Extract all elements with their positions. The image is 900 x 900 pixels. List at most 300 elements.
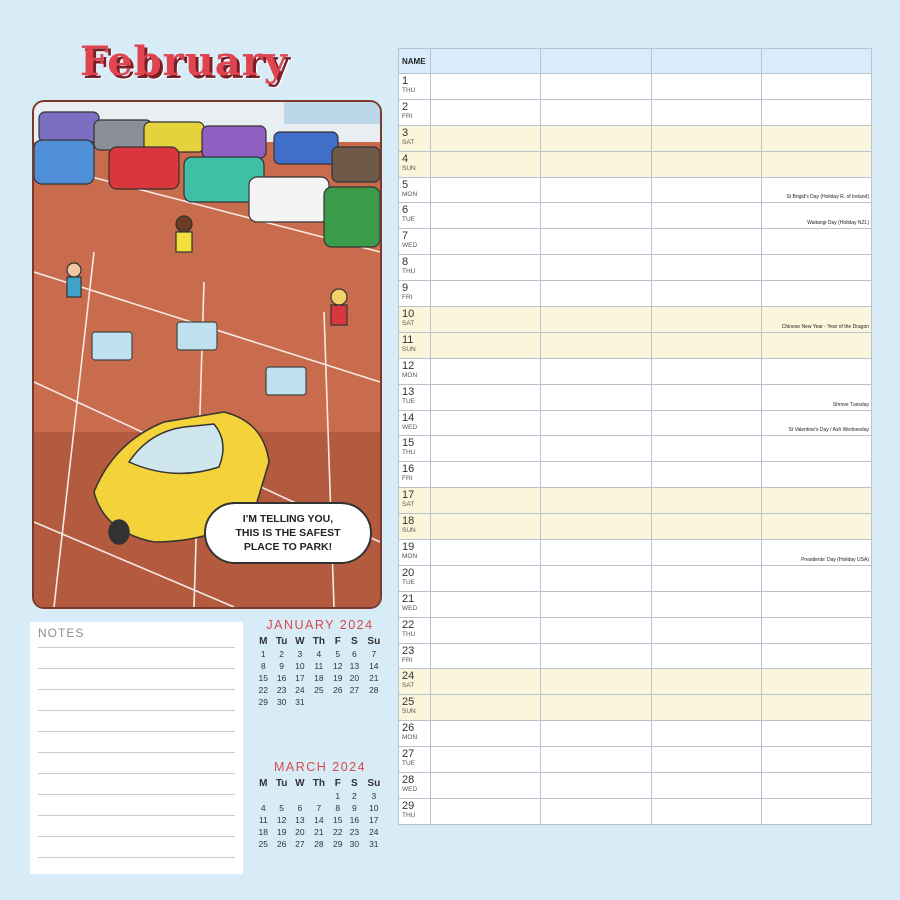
entry-cell[interactable] (541, 462, 651, 488)
entry-cell[interactable] (651, 540, 761, 566)
entry-cell[interactable] (761, 125, 871, 151)
day-row (399, 281, 872, 307)
entry-cell[interactable] (651, 203, 761, 229)
notes-line (38, 731, 235, 732)
speech-line-2: THIS IS THE SAFEST (235, 527, 341, 539)
entry-cell[interactable] (541, 488, 651, 514)
entry-cell[interactable] (761, 514, 871, 540)
entry-cell[interactable] (431, 721, 541, 747)
entry-cell[interactable] (651, 436, 761, 462)
name-column-cell[interactable] (651, 49, 761, 74)
calendar-date: 25 (258, 839, 268, 849)
entry-cell[interactable] (761, 747, 871, 773)
day-label (399, 203, 431, 229)
entry-cell[interactable] (761, 773, 871, 799)
entry-cell[interactable] (761, 410, 871, 436)
week-row (255, 826, 385, 838)
day-row (399, 203, 872, 229)
entry-cell[interactable] (651, 721, 761, 747)
entry-cell[interactable] (431, 669, 541, 695)
day-label (399, 540, 431, 566)
notes-line (38, 752, 235, 753)
holiday-label: Waitangi Day (Holiday NZL) (807, 220, 869, 227)
entry-cell[interactable] (761, 695, 871, 721)
cartoon-illustration (32, 100, 382, 609)
entry-cell[interactable] (651, 151, 761, 177)
weekday-header: F (334, 636, 341, 647)
day-of-week: SUN (402, 345, 416, 353)
entry-cell[interactable] (651, 591, 761, 617)
entry-cell[interactable] (761, 565, 871, 591)
week-row (255, 696, 385, 708)
day-row (399, 332, 872, 358)
entry-cell[interactable] (761, 669, 871, 695)
calendar-date: 1 (260, 649, 266, 659)
entry-cell[interactable] (651, 565, 761, 591)
weekday-header: W (295, 778, 305, 789)
calendar-date (330, 696, 347, 708)
notes-line (38, 857, 235, 858)
weekday-header: Su (367, 778, 381, 789)
name-column-cell[interactable] (761, 49, 871, 74)
calendar-date: 17 (369, 815, 379, 825)
day-row (399, 695, 872, 721)
entry-cell[interactable] (761, 177, 871, 203)
entry-cell[interactable] (431, 488, 541, 514)
entry-cell[interactable] (651, 462, 761, 488)
day-of-week: THU (402, 630, 416, 638)
notes-panel[interactable] (30, 622, 243, 874)
calendar-date: 8 (260, 661, 266, 671)
entry-cell[interactable] (651, 410, 761, 436)
day-of-week: MON (402, 734, 418, 742)
entry-cell[interactable] (541, 125, 651, 151)
day-number: 17 (402, 489, 415, 502)
entry-cell[interactable] (431, 643, 541, 669)
name-header: NAME (399, 49, 431, 74)
day-row (399, 721, 872, 747)
entry-cell[interactable] (541, 721, 651, 747)
day-of-week: FRI (402, 656, 413, 664)
notes-line (38, 794, 235, 795)
calendar-date: 12 (276, 815, 287, 825)
entry-cell[interactable] (651, 281, 761, 307)
january-mini-calendar (255, 618, 385, 708)
entry-cell[interactable] (541, 591, 651, 617)
entry-cell[interactable] (541, 229, 651, 255)
entry-cell[interactable] (431, 540, 541, 566)
day-label (399, 462, 431, 488)
day-of-week: THU (402, 268, 416, 276)
day-label (399, 591, 431, 617)
holiday-label: Shrove Tuesday (832, 401, 869, 408)
entry-cell[interactable] (431, 203, 541, 229)
day-number: 22 (402, 618, 415, 631)
calendar-date: 31 (295, 697, 305, 707)
entry-cell[interactable] (431, 462, 541, 488)
calendar-date: 5 (279, 803, 284, 813)
day-label (399, 488, 431, 514)
calendar-date: 14 (369, 661, 379, 671)
holiday-label: St Brigid's Day (Holiday R. of Ireland) (786, 194, 869, 201)
entry-cell[interactable] (651, 695, 761, 721)
day-number: 25 (402, 696, 415, 709)
entry-cell[interactable] (761, 436, 871, 462)
entry-cell[interactable] (431, 307, 541, 333)
day-of-week: SAT (402, 320, 415, 328)
calendar-date: 4 (316, 649, 322, 659)
day-of-week: MON (402, 190, 418, 198)
day-label (399, 255, 431, 281)
entry-cell[interactable] (431, 332, 541, 358)
calendar-date: 16 (349, 815, 360, 825)
entry-cell[interactable] (541, 695, 651, 721)
week-row (255, 684, 385, 696)
entry-cell[interactable] (651, 643, 761, 669)
holiday-label: St Valentine's Day / Ash Wednesday (788, 427, 869, 434)
entry-cell[interactable] (651, 488, 761, 514)
day-of-week: THU (402, 87, 416, 94)
calendar-date: 5 (335, 649, 341, 659)
day-number: 1 (402, 75, 409, 87)
entry-cell[interactable] (651, 514, 761, 540)
day-number: 24 (402, 670, 415, 683)
calendar-date: 23 (349, 827, 360, 837)
entry-cell[interactable] (541, 74, 651, 100)
entry-cell[interactable] (431, 565, 541, 591)
day-of-week: SAT (402, 682, 415, 690)
entry-cell[interactable] (651, 669, 761, 695)
entry-cell[interactable] (761, 99, 871, 125)
entry-cell[interactable] (761, 462, 871, 488)
day-row (399, 151, 872, 177)
month-title: February (80, 38, 289, 85)
day-of-week: TUE (402, 760, 415, 768)
entry-cell[interactable] (431, 125, 541, 151)
calendar-date: 27 (295, 839, 305, 849)
day-label (399, 74, 431, 100)
calendar-date: 21 (369, 673, 379, 683)
day-label (399, 151, 431, 177)
day-row (399, 436, 872, 462)
calendar-date: 4 (260, 803, 266, 813)
day-number: 23 (402, 644, 415, 657)
entry-cell[interactable] (541, 151, 651, 177)
entry-cell[interactable] (541, 332, 651, 358)
entry-cell[interactable] (651, 358, 761, 384)
day-of-week: TUE (402, 397, 415, 405)
day-row (399, 747, 872, 773)
day-number: 2 (402, 100, 409, 113)
day-of-week: FRI (402, 475, 413, 483)
day-label (399, 229, 431, 255)
entry-cell[interactable] (431, 151, 541, 177)
entry-cell[interactable] (761, 591, 871, 617)
day-row (399, 255, 872, 281)
entry-cell[interactable] (541, 99, 651, 125)
entry-cell[interactable] (541, 281, 651, 307)
day-of-week: WED (402, 423, 418, 431)
weekday-header: Tu (275, 778, 288, 789)
day-row (399, 643, 872, 669)
entry-cell[interactable] (651, 99, 761, 125)
entry-cell[interactable] (431, 384, 541, 410)
entry-cell[interactable] (651, 747, 761, 773)
entry-cell[interactable] (431, 436, 541, 462)
mini-calendar-title: JANUARY 2024 (266, 618, 374, 632)
day-number: 14 (402, 411, 415, 424)
entry-cell[interactable] (651, 332, 761, 358)
entry-cell[interactable] (761, 229, 871, 255)
notes-line (38, 689, 235, 690)
calendar-date: 20 (349, 673, 360, 683)
entry-cell[interactable] (651, 384, 761, 410)
day-label (399, 332, 431, 358)
week-row (255, 648, 385, 660)
calendar-date: 19 (333, 673, 343, 683)
calendar-date: 21 (314, 827, 324, 837)
entry-cell[interactable] (541, 565, 651, 591)
day-number: 21 (402, 592, 415, 605)
entry-cell[interactable] (431, 410, 541, 436)
notes-label: NOTES (38, 626, 85, 640)
entry-cell[interactable] (431, 255, 541, 281)
entry-cell[interactable] (431, 177, 541, 203)
entry-cell[interactable] (431, 514, 541, 540)
entry-cell[interactable] (761, 281, 871, 307)
calendar-date: 23 (276, 685, 287, 695)
calendar-date (363, 696, 385, 708)
weekday-header: Th (312, 636, 325, 647)
calendar-date: 13 (349, 661, 360, 671)
day-of-week: WED (402, 604, 418, 612)
entry-cell[interactable] (761, 798, 871, 824)
day-number: 19 (402, 541, 415, 554)
entry-cell[interactable] (651, 125, 761, 151)
speech-bubble (204, 502, 372, 564)
day-label (399, 436, 431, 462)
calendar-date (255, 790, 272, 802)
entry-cell[interactable] (761, 643, 871, 669)
calendar-date: 8 (335, 803, 341, 813)
entry-cell[interactable] (541, 358, 651, 384)
name-column-cell[interactable] (541, 49, 651, 74)
name-column-cell[interactable] (431, 49, 541, 74)
entry-cell[interactable] (431, 358, 541, 384)
day-label (399, 177, 431, 203)
calendar-date: 25 (314, 685, 324, 695)
entry-cell[interactable] (541, 177, 651, 203)
weekday-header: W (295, 636, 305, 647)
day-number: 26 (402, 722, 415, 735)
day-row (399, 514, 872, 540)
day-row (399, 125, 872, 151)
entry-cell[interactable] (651, 798, 761, 824)
entry-cell[interactable] (761, 384, 871, 410)
day-label (399, 410, 431, 436)
entry-cell[interactable] (651, 229, 761, 255)
entry-cell[interactable] (431, 798, 541, 824)
week-row (255, 838, 385, 850)
entry-cell[interactable] (541, 436, 651, 462)
calendar-date: 15 (333, 815, 343, 825)
speech-line-1: I'M TELLING YOU, (242, 513, 334, 525)
calendar-date: 14 (314, 815, 324, 825)
mini-calendar-title: MARCH 2024 (273, 760, 367, 774)
day-of-week: FRI (402, 112, 413, 120)
calendar-date (308, 696, 329, 708)
entry-cell[interactable] (431, 695, 541, 721)
day-row (399, 74, 872, 100)
day-label (399, 384, 431, 410)
entry-cell[interactable] (651, 74, 761, 100)
entry-cell[interactable] (431, 229, 541, 255)
entry-cell[interactable] (761, 74, 871, 100)
weekday-header: Th (312, 778, 325, 789)
day-label (399, 99, 431, 125)
day-label (399, 358, 431, 384)
entry-cell[interactable] (541, 255, 651, 281)
day-row (399, 540, 872, 566)
day-row (399, 410, 872, 436)
day-number: 18 (402, 515, 415, 528)
calendar-date (272, 790, 292, 802)
entry-cell[interactable] (541, 747, 651, 773)
entry-cell[interactable] (761, 721, 871, 747)
calendar-date: 11 (314, 661, 324, 671)
entry-cell[interactable] (431, 74, 541, 100)
calendar-date: 3 (297, 649, 303, 659)
entry-cell[interactable] (761, 151, 871, 177)
entry-cell[interactable] (541, 798, 651, 824)
entry-cell[interactable] (651, 617, 761, 643)
day-label (399, 721, 431, 747)
day-label (399, 695, 431, 721)
entry-cell[interactable] (541, 643, 651, 669)
entry-cell[interactable] (761, 203, 871, 229)
entry-cell[interactable] (431, 617, 541, 643)
day-label (399, 798, 431, 824)
weekday-header: M (259, 778, 268, 789)
entry-cell[interactable] (651, 255, 761, 281)
day-row (399, 358, 872, 384)
weekday-header: F (334, 778, 341, 789)
calendar-date: 30 (276, 697, 287, 707)
entry-cell[interactable] (761, 488, 871, 514)
day-label (399, 125, 431, 151)
entry-cell[interactable] (431, 747, 541, 773)
entry-cell[interactable] (541, 669, 651, 695)
entry-cell[interactable] (431, 591, 541, 617)
entry-cell[interactable] (651, 307, 761, 333)
entry-cell[interactable] (541, 203, 651, 229)
day-number: 10 (402, 308, 415, 321)
calendar-date: 22 (333, 827, 343, 837)
day-number: 13 (402, 385, 415, 398)
day-row (399, 798, 872, 824)
day-number: 15 (402, 437, 415, 450)
entry-cell[interactable] (761, 540, 871, 566)
day-of-week: SAT (402, 138, 415, 146)
calendar-date: 15 (258, 673, 268, 683)
day-number: 8 (402, 256, 409, 269)
weekday-header: Tu (275, 636, 288, 647)
day-of-week: WED (402, 786, 418, 794)
calendar-date: 2 (351, 791, 357, 801)
entry-cell[interactable] (431, 773, 541, 799)
calendar-date: 26 (333, 685, 343, 695)
day-row (399, 773, 872, 799)
entry-cell[interactable] (541, 307, 651, 333)
calendar-date: 12 (333, 661, 343, 671)
notes-line (38, 710, 235, 711)
calendar-date: 6 (297, 803, 303, 813)
calendar-date: 7 (316, 803, 322, 813)
week-row (255, 672, 385, 684)
day-of-week: TUE (402, 578, 415, 586)
notes-line (38, 668, 235, 669)
entry-cell[interactable] (541, 617, 651, 643)
calendar-date: 3 (371, 791, 377, 801)
calendar-date: 2 (279, 649, 284, 659)
entry-cell[interactable] (541, 773, 651, 799)
entry-cell[interactable] (541, 384, 651, 410)
day-number: 20 (402, 566, 415, 579)
calendar-date: 26 (276, 839, 287, 849)
day-number: 29 (402, 799, 415, 812)
calendar-date: 16 (276, 673, 287, 683)
day-number: 5 (402, 178, 409, 191)
entry-cell[interactable] (431, 99, 541, 125)
entry-cell[interactable] (651, 177, 761, 203)
day-number: 7 (402, 230, 409, 243)
entry-cell[interactable] (761, 332, 871, 358)
calendar-date: 6 (351, 649, 357, 659)
entry-cell[interactable] (761, 307, 871, 333)
day-of-week: THU (402, 449, 416, 457)
day-row (399, 488, 872, 514)
entry-cell[interactable] (761, 617, 871, 643)
calendar-date: 30 (349, 839, 360, 849)
entry-cell[interactable] (761, 358, 871, 384)
notes-line (38, 647, 235, 648)
day-label (399, 514, 431, 540)
entry-cell[interactable] (651, 773, 761, 799)
day-label (399, 617, 431, 643)
day-row (399, 565, 872, 591)
entry-cell[interactable] (541, 410, 651, 436)
day-number: 4 (402, 152, 409, 165)
week-row (255, 790, 385, 802)
entry-cell[interactable] (541, 514, 651, 540)
weekday-header: Su (367, 636, 381, 647)
entry-cell[interactable] (431, 281, 541, 307)
day-label (399, 669, 431, 695)
weekday-header: S (351, 778, 358, 789)
march-mini-calendar (255, 760, 385, 850)
calendar-date: 13 (295, 815, 305, 825)
calendar-date: 10 (369, 803, 379, 813)
calendar-date: 11 (258, 815, 268, 825)
calendar-date: 29 (333, 839, 343, 849)
calendar-date: 27 (349, 685, 360, 695)
day-row (399, 591, 872, 617)
entry-cell[interactable] (541, 540, 651, 566)
week-row (255, 814, 385, 826)
day-row (399, 307, 872, 333)
calendar-date: 18 (314, 673, 324, 683)
entry-cell[interactable] (761, 255, 871, 281)
